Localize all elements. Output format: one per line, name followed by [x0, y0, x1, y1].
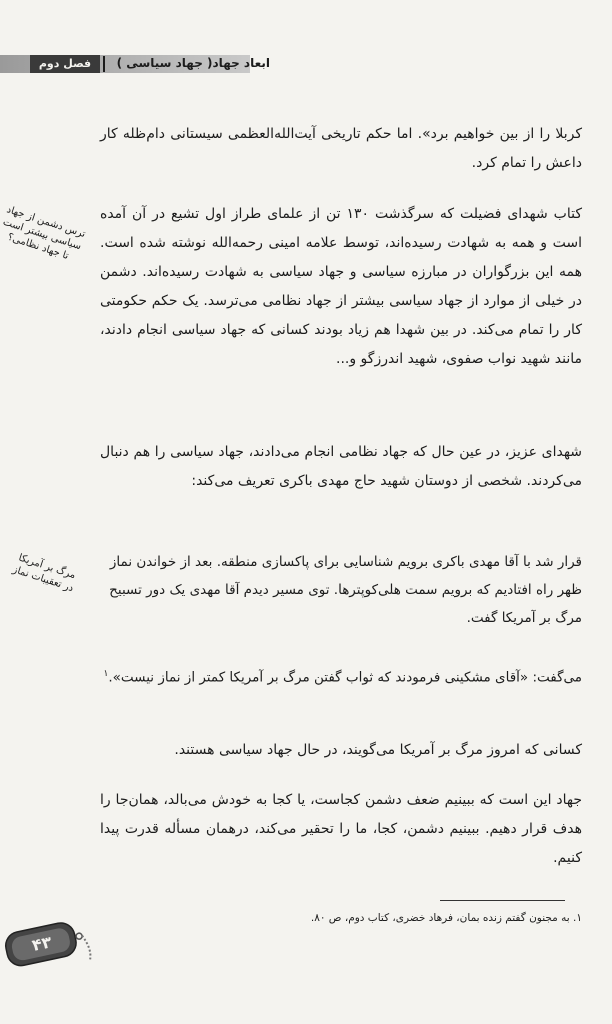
quote-2 [100, 660, 582, 692]
paragraph-4: کسانی که امروز مرگ بر آمریکا می‌گویند، در حال جهاد سیاسی هستند. [174, 742, 582, 758]
margin-note-1: ترس دشمن از جهاد سیاسی بیشتر است تا جهاد نظامی؟ [1, 204, 87, 262]
footnote: ۱. به مجنون گفتم زنده بمان، فرهاد خضری، کتاب دوم، ص ۸۰. [310, 912, 582, 924]
footnote-reference: ۱ [103, 669, 109, 679]
paragraph-2: کتاب شهدای فضیلت که سرگذشت ۱۳۰ تن از علمای طراز اول تشیع در آن آمده است و همه به شهادت رسیده‌اند، توسط علامه امینی رحمه‌الله نوشته شده است. همه این بزرگواران در مبارزه سیاسی و جهاد سیاسی به شهادت رسیده‌اند. دشمن در خیلی از موارد از جهاد سیاسی بیشتر از جهاد نظامی می‌ترسد. یک حکم حکومتی کار را تمام می‌کند. در بین شهدا هم زیاد بودند کسانی که جهاد سیاسی انجام دادند، مانند شهید نواب صفوی، شهید اندرزگو و... [100, 206, 582, 367]
footnote-rule [440, 900, 565, 901]
section-title: ابعاد جهاد( جهاد سیاسی ) [116, 56, 270, 70]
page-number: ۴۳ [30, 932, 54, 955]
paragraph-3: شهدای عزیز، در عین حال که جهاد نظامی انجام می‌دادند، جهاد سیاسی را هم دنبال می‌کردند. شخصی از دوستان شهید حاج مهدی باکری تعریف می‌کند: [100, 444, 582, 489]
page-number-tag [0, 909, 96, 979]
paragraph-5: جهاد این است که ببینیم ضعف دشمن کجاست، یا کجا به خودش می‌بالد، همان‌جا را هدف قرار دهیم. ببینیم دشمن، کجا، ما را تحقیر می‌کند، درهمان مسأله قدرت پیدا کنیم. [100, 792, 582, 866]
paragraph-1: کربلا را از بین خواهیم برد». اما حکم تاریخی آیت‌الله‌العظمی سیستانی دام‌ظله کار داعش را تمام کرد. [100, 126, 582, 171]
quote-1: قرار شد با آقا مهدی باکری برویم شناسایی برای پاکسازی منطقه. بعد از خواندن نماز ظهر راه افتادیم که برویم سمت هلی‌کوپترها. توی مسیر دیدم آقا مهدی یک دور تسبیح مرگ بر آمریکا گفت. [109, 554, 582, 626]
margin-note-2: مرگ بر آمریکا در تعقیبات نماز [11, 552, 78, 595]
quote-2-text: می‌گفت: «آقای مشکینی فرمودند که ثواب گفتن مرگ بر آمریکا کمتر از نماز نیست». [108, 669, 582, 686]
chapter-label: فصل دوم [30, 55, 100, 73]
